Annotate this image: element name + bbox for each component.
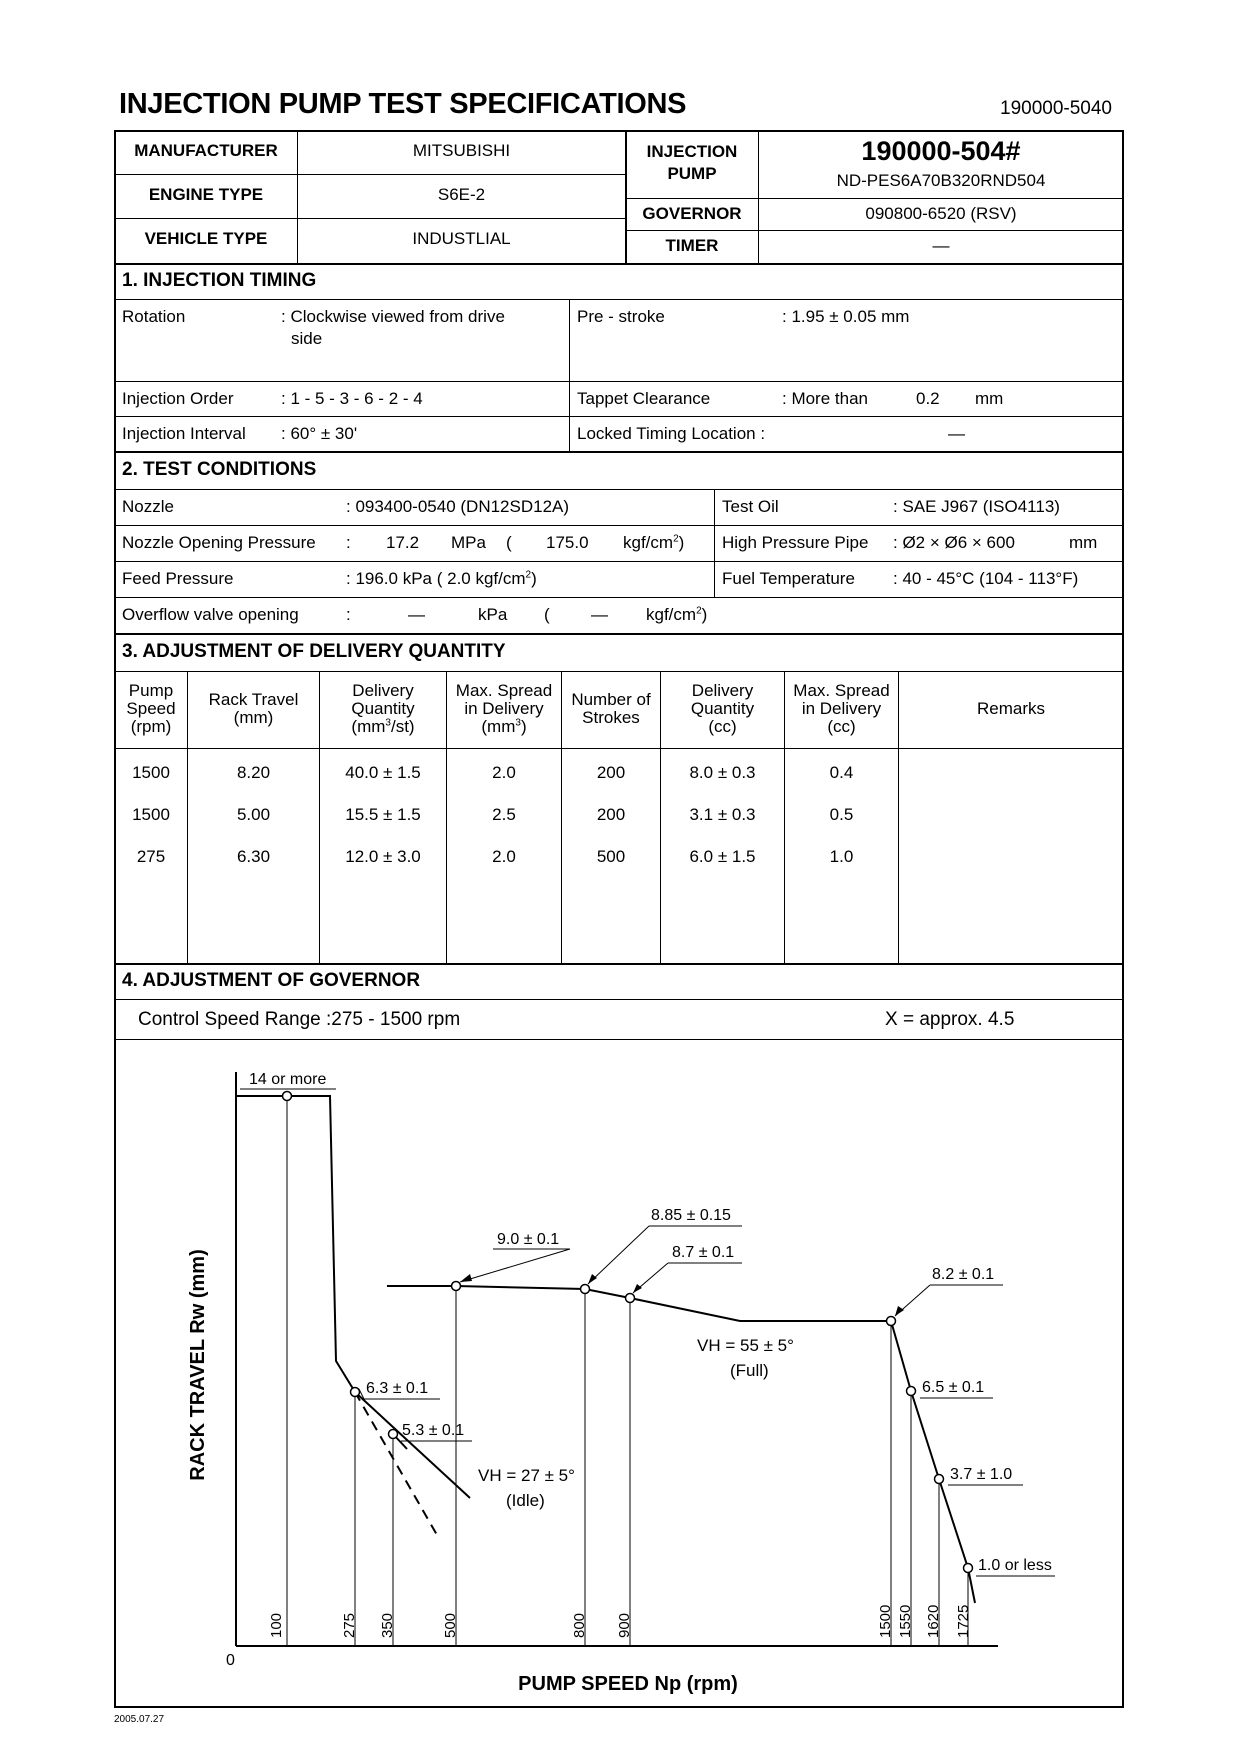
delivery-cell: 0.4 — [829, 763, 854, 782]
document-number: 190000-5040 — [1000, 98, 1112, 119]
delivery-cell: 6.0 ± 1.5 — [689, 847, 756, 866]
chart-origin: 0 — [226, 1652, 235, 1669]
engine-type-label: ENGINE TYPE — [148, 185, 264, 204]
high-pressure-pipe-label: High Pressure Pipe — [722, 533, 869, 552]
delivery-cell: 0.5 — [829, 805, 854, 824]
label-14-or-more: 14 or more — [249, 1071, 327, 1088]
label-1-0-or-less: 1.0 or less — [978, 1557, 1052, 1574]
col-header-delivery-qty-mm3: Delivery Quantity $(mm^3/st)$ — [351, 681, 415, 736]
fuel-temperature-value: : 40 - 45°C (104 - 113°F) — [893, 569, 1079, 588]
rotation-value: : Clockwise viewed from drive — [281, 307, 505, 326]
delivery-cell: 2.0 — [492, 763, 516, 782]
label-8-85: 8.85 ± 0.15 — [651, 1207, 731, 1224]
delivery-cell: 40.0 ± 1.5 — [345, 763, 421, 782]
x-tick-label: 1550 — [897, 1604, 914, 1638]
delivery-cell: 3.1 ± 0.3 — [689, 805, 756, 824]
delivery-cell: 6.30 — [236, 847, 271, 866]
col-header-rack-travel: Rack Travel (mm) — [208, 690, 299, 727]
delivery-cell: 1.0 — [829, 847, 854, 866]
delivery-cell: 8.20 — [236, 763, 271, 782]
test-oil-value: : SAE J967 (ISO4113) — [893, 497, 1060, 516]
x-axis-label: PUMP SPEED Np (rpm) — [518, 1673, 738, 1695]
timer-value: — — [932, 236, 950, 255]
x-tick-label: 900 — [616, 1612, 633, 1638]
col-header-max-spread-cc: Max. Spread in Delivery (cc) — [793, 681, 890, 736]
section-test-conditions: 2. TEST CONDITIONS — [122, 459, 317, 480]
section-governor: 4. ADJUSTMENT OF GOVERNOR — [122, 970, 421, 991]
col-header-delivery-qty-cc: Delivery Quantity (cc) — [690, 681, 755, 736]
x-tick-label: 275 — [341, 1612, 358, 1638]
nozzle-value: : 093400-0540 (DN12SD12A) — [346, 497, 570, 516]
injection-order-value: : 1 - 5 - 3 - 6 - 2 - 4 — [281, 389, 423, 408]
nozzle-opening-pressure-paren: ( — [506, 533, 512, 552]
locked-timing-value: — — [948, 424, 965, 443]
nozzle-opening-pressure-mpa: 17.2 — [386, 533, 420, 552]
overflow-valve-colon: : — [346, 605, 351, 624]
overflow-valve-kgf-unit: kgf/$cm^2$) — [646, 605, 708, 624]
x-tick-labels — [268, 1605, 972, 1638]
prestroke-value: : 1.95 ± 0.05 mm — [782, 307, 910, 326]
delivery-cell: 15.5 ± 1.5 — [345, 805, 421, 824]
note-vh-idle-sub: (Idle) — [506, 1491, 545, 1510]
overflow-valve-paren: ( — [544, 605, 550, 624]
rotation-value-2: side — [291, 329, 323, 348]
fuel-temperature-label: Fuel Temperature — [722, 569, 855, 588]
overflow-valve-label: Overflow valve opening — [122, 605, 299, 624]
injection-pump-label: INJECTION — [646, 142, 738, 161]
note-vh-idle: VH = 27 ± 5° — [478, 1466, 575, 1485]
note-vh-full-sub: (Full) — [730, 1361, 769, 1380]
prestroke-label: Pre - stroke — [577, 307, 665, 326]
vehicle-type-value: INDUSTLIAL — [412, 229, 511, 248]
manufacturer-label: MANUFACTURER — [134, 141, 278, 160]
governor-value: 090800-6520 (RSV) — [865, 204, 1017, 223]
overflow-valve-kpa: — — [408, 605, 425, 624]
tappet-clearance-unit: mm — [975, 389, 1004, 408]
high-pressure-pipe-unit: mm — [1069, 533, 1098, 552]
label-8-2: 8.2 ± 0.1 — [932, 1266, 995, 1283]
x-tick-label: 800 — [571, 1612, 588, 1638]
x-tick-label: 1725 — [955, 1604, 972, 1638]
governor-label: GOVERNOR — [642, 204, 742, 223]
col-header-remarks: Remarks — [976, 699, 1045, 718]
tappet-clearance-label: Tappet Clearance — [577, 389, 711, 408]
control-speed-range: Control Speed Range :275 - 1500 rpm — [138, 1009, 461, 1030]
overflow-valve-kgf: — — [591, 605, 608, 624]
delivery-cell: 5.00 — [236, 805, 271, 824]
nozzle-opening-pressure-kgf: 175.0 — [546, 533, 589, 552]
x-tick-label: 100 — [268, 1612, 285, 1638]
document-title: INJECTION PUMP TEST SPECIFICATIONS — [119, 88, 687, 120]
delivery-cell: 500 — [596, 847, 626, 866]
delivery-cell: 2.0 — [492, 847, 516, 866]
nozzle-opening-pressure-colon: : — [346, 533, 351, 552]
timer-label: TIMER — [665, 236, 719, 255]
injection-interval-value: : 60° ± 30' — [281, 424, 358, 443]
delivery-cell: 1500 — [132, 763, 170, 782]
delivery-cell: 12.0 ± 3.0 — [345, 847, 421, 866]
overflow-valve-kpa-unit: kPa — [478, 605, 508, 624]
locked-timing-label: Locked Timing Location : — [577, 424, 766, 443]
section-delivery-quantity: 3. ADJUSTMENT OF DELIVERY QUANTITY — [122, 641, 506, 662]
x-tick-label: 500 — [442, 1612, 459, 1638]
nozzle-opening-pressure-mpa-unit: MPa — [451, 533, 486, 552]
delivery-cell: 8.0 ± 0.3 — [689, 763, 756, 782]
label-6-3: 6.3 ± 0.1 — [366, 1380, 429, 1397]
label-8-7: 8.7 ± 0.1 — [672, 1244, 735, 1261]
x-tick-label: 350 — [379, 1612, 396, 1638]
nozzle-opening-pressure-kgf-unit: kgf/$cm^2$) — [623, 533, 685, 552]
injection-pump-label-2: PUMP — [667, 164, 717, 183]
col-header-number-of-strokes: Number of Strokes — [571, 690, 651, 727]
y-axis-label: RACK TRAVEL Rw (mm) — [187, 1249, 209, 1481]
x-approx-value: X = approx. 4.5 — [885, 1009, 1015, 1030]
delivery-cell: 200 — [596, 763, 626, 782]
label-3-7: 3.7 ± 1.0 — [950, 1466, 1013, 1483]
note-vh-full: VH = 55 ± 5° — [697, 1336, 794, 1355]
engine-type-value: S6E-2 — [437, 185, 486, 204]
tappet-clearance-value: 0.2 — [916, 389, 940, 408]
delivery-cell: 275 — [136, 847, 166, 866]
test-oil-label: Test Oil — [722, 497, 779, 516]
pump-model: ND-PES6A70B320RND504 — [836, 171, 1046, 190]
delivery-cell: 200 — [596, 805, 626, 824]
injection-order-label: Injection Order — [122, 389, 234, 408]
col-header-max-spread-mm3: Max. Spread in Delivery $(mm^3)$ — [455, 681, 553, 736]
nozzle-label: Nozzle — [122, 497, 174, 516]
pump-number: 190000-504# — [861, 136, 1021, 166]
delivery-cell: 2.5 — [492, 805, 516, 824]
label-6-5: 6.5 ± 0.1 — [922, 1379, 985, 1396]
col-header-pump-speed: Pump Speed (rpm) — [126, 681, 176, 736]
label-5-3: 5.3 ± 0.1 — [402, 1422, 465, 1439]
rotation-label: Rotation — [122, 307, 186, 326]
delivery-cell: 1500 — [132, 805, 170, 824]
label-9-0: 9.0 ± 0.1 — [497, 1231, 560, 1248]
tappet-clearance-prefix: : More than — [782, 389, 868, 408]
section-injection-timing: 1. INJECTION TIMING — [122, 270, 317, 291]
manufacturer-value: MITSUBISHI — [412, 141, 511, 160]
vehicle-type-label: VEHICLE TYPE — [144, 229, 268, 248]
high-pressure-pipe-value: : Ø2 × Ø6 × 600 — [893, 533, 1015, 552]
footer-date: 2005.07.27 — [114, 1714, 165, 1725]
feed-pressure-label: Feed Pressure — [122, 569, 234, 588]
x-tick-label: 1500 — [877, 1604, 894, 1638]
nozzle-opening-pressure-label: Nozzle Opening Pressure — [122, 533, 316, 552]
feed-pressure-value: : 196.0 kPa ( 2.0 kgf/$cm^2$) — [346, 569, 537, 588]
injection-interval-label: Injection Interval — [122, 424, 246, 443]
x-tick-label: 1620 — [925, 1604, 942, 1638]
